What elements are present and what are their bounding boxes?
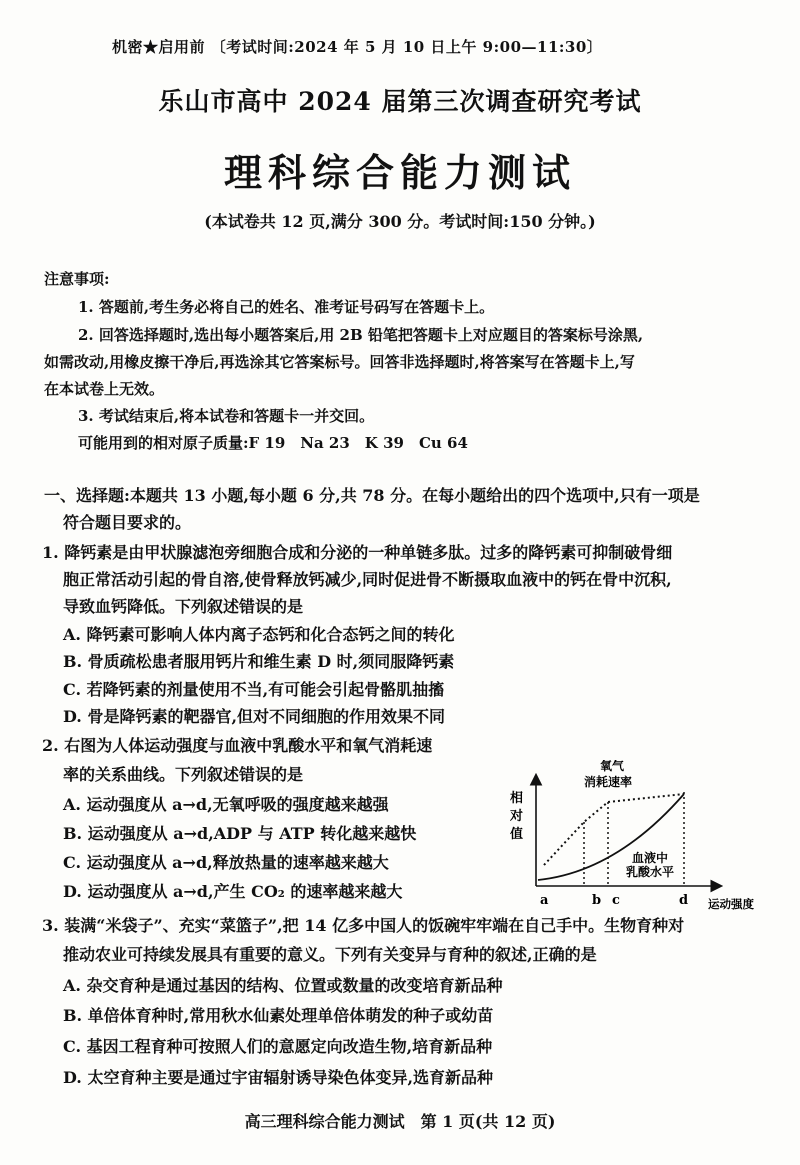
q2-stem-line-2: 率的关系曲线。下列叙述错误的是 xyxy=(63,765,304,784)
q3-option-d: D. 太空育种主要是通过宇宙辐射诱导染色体变异,选育新品种 xyxy=(63,1068,494,1087)
y-label-2: 对 xyxy=(510,809,524,824)
y-label-1: 相 xyxy=(510,791,524,806)
q1-option-b: B. 骨质疏松患者服用钙片和维生素 D 时,须同服降钙素 xyxy=(63,652,455,671)
confidential-header: 机密★启用前 〔考试时间:2024 年 5 月 10 日上午 9:00—11:30〕 xyxy=(112,38,603,56)
q1-option-d: D. 骨是降钙素的靶器官,但对不同细胞的作用效果不同 xyxy=(63,707,446,726)
notice-item-2-line-2: 如需改动,用橡皮擦干净后,再选涂其它答案标号。回答非选择题时,将答案写在答题卡上,写 xyxy=(44,353,635,371)
exam-info: (本试卷共 12 页,满分 300 分。考试时间:150 分钟。) xyxy=(204,212,596,231)
lactate-label-2: 乳酸水平 xyxy=(626,865,675,879)
oxygen-label-2: 消耗速率 xyxy=(584,775,633,789)
tick-b: b xyxy=(592,893,602,908)
q2-option-b: B. 运动强度从 a→d,ADP 与 ATP 转化越来越快 xyxy=(63,824,417,843)
notice-item-2-line-1: 2. 回答选择题时,选出每小题答案后,用 2B 铅笔把答题卡上对应题目的答案标号涂黑, xyxy=(78,326,644,344)
q1-stem-line-1: 1. 降钙素是由甲状腺滤泡旁细胞合成和分泌的一种单链多肽。过多的降钙素可抑制破骨细 xyxy=(42,543,673,562)
notice-heading: 注意事项: xyxy=(44,270,110,288)
q2-option-d: D. 运动强度从 a→d,产生 CO₂ 的速率越来越大 xyxy=(63,882,403,901)
section-1-heading: 一、选择题:本题共 13 小题,每小题 6 分,共 78 分。在每小题给出的四个选项中,只有一项是 xyxy=(44,486,700,505)
oxygen-label-1: 氧气 xyxy=(600,760,625,773)
q3-option-a: A. 杂交育种是通过基因的结构、位置或数量的改变培育新品种 xyxy=(63,976,503,995)
lactate-label-1: 血液中 xyxy=(632,851,669,865)
notice-item-2-line-3: 在本试卷上无效。 xyxy=(44,380,165,398)
tick-a: a xyxy=(540,893,549,908)
q3-stem-line-1: 3. 装满“米袋子”、充实“菜篮子”,把 14 亿多中国人的饭碗牢牢端在自己手中。生物育种对 xyxy=(42,916,685,935)
atomic-masses: 可能用到的相对原子质量:F 19 Na 23 K 39 Cu 64 xyxy=(78,434,468,452)
q1-option-c: C. 若降钙素的剂量使用不当,有可能会引起骨骼肌抽搐 xyxy=(63,680,445,699)
q2-option-a: A. 运动强度从 a→d,无氧呼吸的强度越来越强 xyxy=(63,795,389,814)
q1-stem-line-2: 胞正常活动引起的骨自溶,使骨释放钙减少,同时促进骨不断摄取血液中的钙在骨中沉积, xyxy=(63,570,672,589)
y-label-3: 值 xyxy=(510,827,524,842)
subject-title: 理科综合能力测试 xyxy=(223,150,576,195)
x-axis-label: 运动强度 xyxy=(708,897,754,910)
exam-title: 乐山市高中 2024 届第三次调查研究考试 xyxy=(158,87,642,116)
q3-option-b: B. 单倍体育种时,常用秋水仙素处理单倍体萌发的种子或幼苗 xyxy=(63,1006,494,1025)
q2-stem-line-1: 2. 右图为人体运动强度与血液中乳酸水平和氧气消耗速 xyxy=(42,736,433,755)
notice-item-1: 1. 答题前,考生务必将自己的姓名、准考证号码写在答题卡上。 xyxy=(78,298,495,316)
q3-option-c: C. 基因工程育种可按照人们的意愿定向改造生物,培育新品种 xyxy=(63,1037,493,1056)
section-1-heading-cont: 符合题目要求的。 xyxy=(63,513,192,532)
q1-option-a: A. 降钙素可影响人体内离子态钙和化合态钙之间的转化 xyxy=(63,625,455,644)
q3-stem-line-2: 推动农业可持续发展具有重要的意义。下列有关变异与育种的叙述,正确的是 xyxy=(63,945,597,964)
page-footer: 高三理科综合能力测试 第 1 页(共 12 页) xyxy=(244,1112,556,1131)
notice-item-3: 3. 考试结束后,将本试卷和答题卡一并交回。 xyxy=(78,407,375,425)
q2-option-c: C. 运动强度从 a→d,释放热量的速率越来越大 xyxy=(63,853,389,872)
q1-stem-line-3: 导致血钙降低。下列叙述错误的是 xyxy=(63,597,304,616)
tick-c: c xyxy=(612,893,620,908)
exercise-intensity-graph xyxy=(496,760,786,910)
tick-d: d xyxy=(679,893,689,908)
